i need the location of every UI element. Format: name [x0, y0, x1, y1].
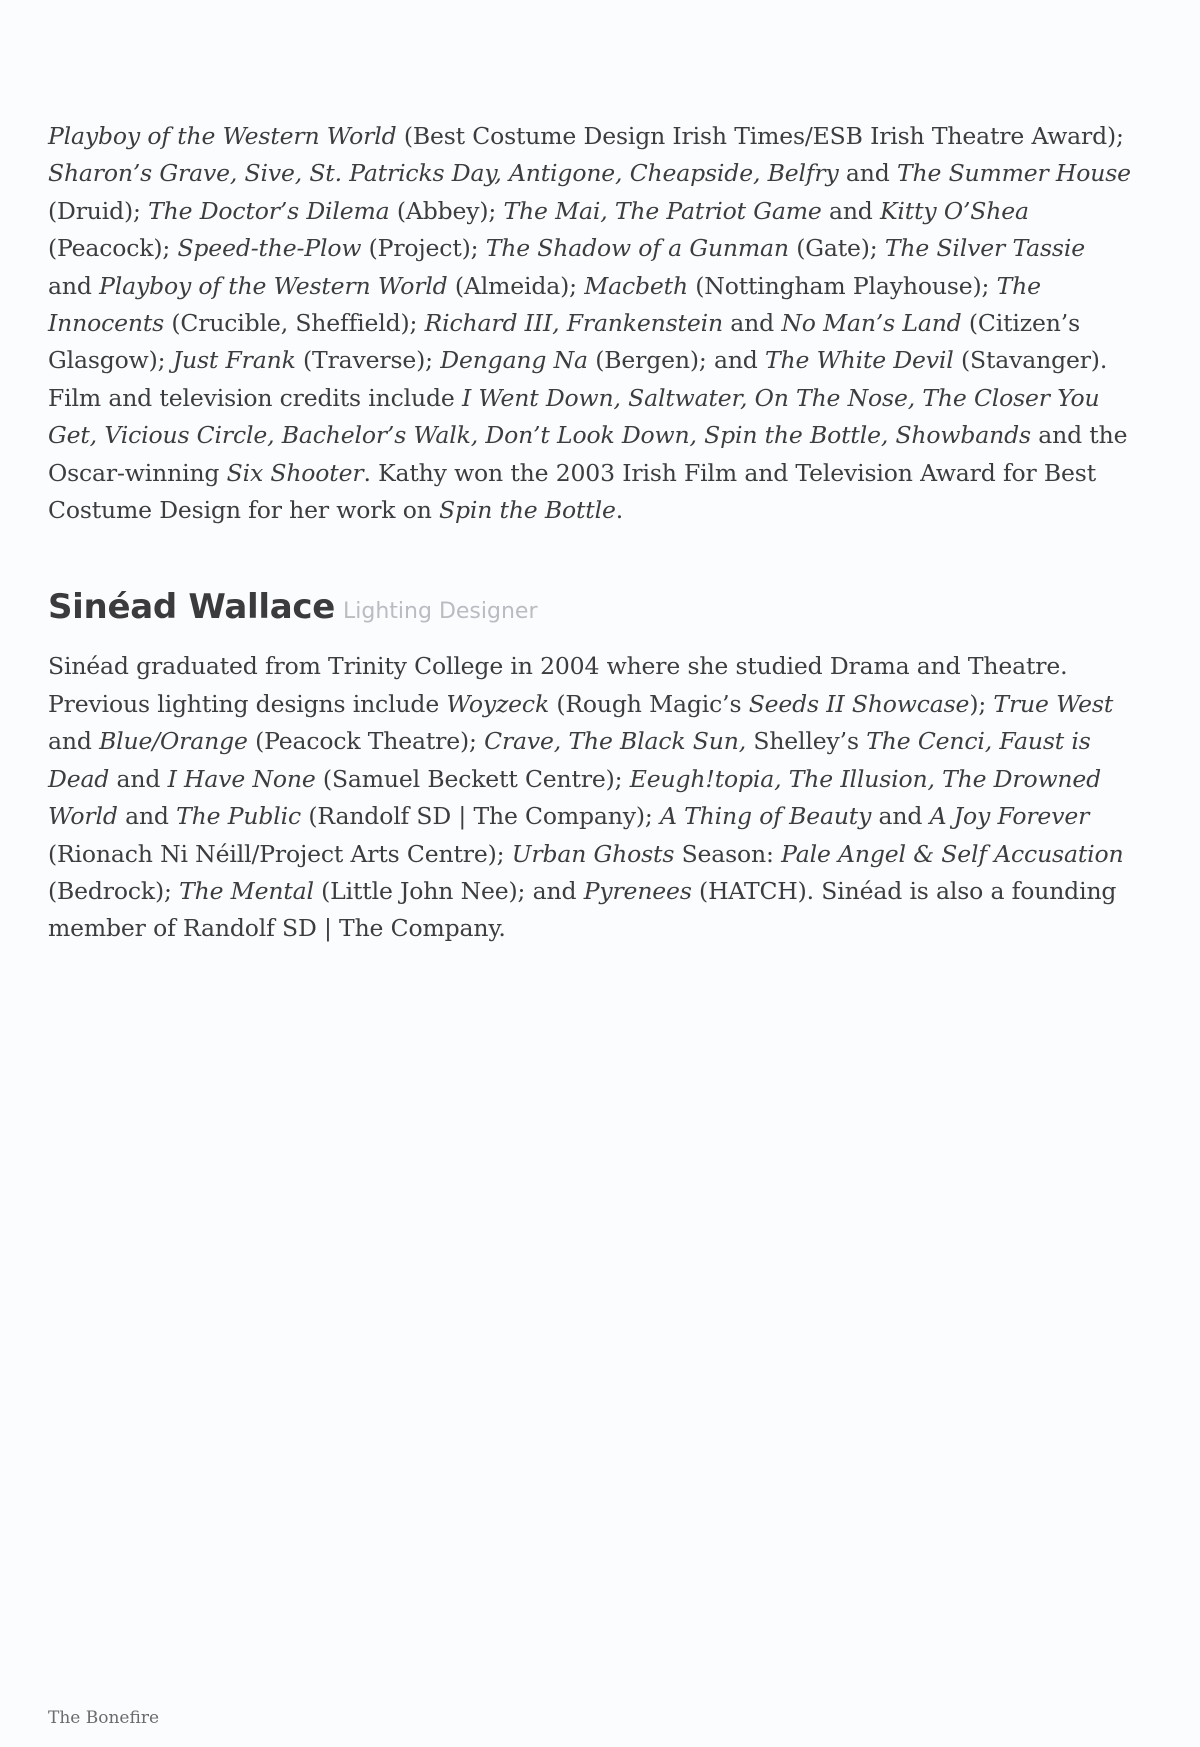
bio-text: (Almeida);: [447, 271, 585, 300]
work-title: Playboy of the Western World: [48, 122, 397, 150]
bio-text: and: [838, 159, 897, 188]
work-title: Kitty O’Shea: [880, 196, 1029, 225]
work-title: Spin the Bottle: [439, 496, 616, 525]
bio-text: and the Oscar-winning: [48, 421, 1128, 487]
work-title: The Silver Tassie: [884, 234, 1085, 263]
work-title: Crave, The Black Sun,: [484, 727, 747, 756]
bio-text: (HATCH). Sinéad is also a founding member of Randolf SD | The Company.: [48, 876, 1117, 943]
page-content: [48, 118, 1133, 948]
bio-text: (Traverse);: [295, 346, 441, 375]
work-title: I Went Down, Saltwater, On The Nose, The Closer You Get, Vicious Circle, Bachelor’s Walk, Don’t Look Down, Spin the Bottle, Showbands: [48, 383, 1100, 450]
work-title: A Thing of Beauty: [660, 802, 872, 831]
work-title: True West: [993, 689, 1114, 718]
work-title: Six Shooter: [226, 458, 364, 487]
work-title: Pale Angel & Self Accusation: [781, 839, 1124, 868]
bio-text: (Peacock Theatre);: [247, 727, 485, 756]
bio-text: (Best Costume Design Irish Times/ESB Irish Theatre Award);: [396, 122, 1124, 150]
person-name: Sinéad Wallace: [48, 587, 336, 628]
bio-text: and: [109, 764, 168, 793]
bio-text: (Peacock);: [48, 234, 178, 263]
bio-text: (Nottingham Playhouse);: [687, 271, 997, 300]
bio-text: );: [969, 689, 994, 718]
bio-text: (Druid);: [48, 196, 149, 225]
bio-text: (Randolf SD | The Company);: [301, 802, 660, 831]
work-title: Pyrenees: [583, 876, 692, 905]
work-title: Woyzeck: [446, 689, 550, 718]
work-title: Richard III, Frankenstein: [424, 309, 723, 338]
bio-text: (Little John Nee); and: [313, 876, 584, 905]
bio-text: (Bergen); and: [587, 346, 766, 375]
work-title: Macbeth: [584, 271, 688, 300]
work-title: The Public: [176, 802, 302, 831]
work-title: The Mai, The Patriot Game: [503, 196, 822, 225]
page-footer-title: The Bonefire: [48, 1708, 160, 1728]
work-title: Dengang Na: [440, 346, 588, 375]
bio-text: .: [615, 496, 624, 525]
work-title: The Shadow of a Gunman: [485, 234, 789, 263]
work-title: The White Devil: [765, 346, 954, 375]
bio-text: . Kathy won the 2003 Irish Film and Television Award for Best Costume Design for her work on: [48, 458, 1096, 525]
work-title: Eeugh!topia, The Illusion, The Drowned World: [48, 764, 1102, 831]
bio-text: and: [722, 309, 782, 338]
work-title: The Doctor’s Dilema: [148, 196, 390, 225]
work-title: I Have None: [167, 764, 316, 793]
person-role: Lighting Designer: [343, 599, 538, 625]
bio-text: Shelley’s: [746, 727, 867, 756]
bio-text: (Bedrock);: [48, 876, 180, 905]
sinead-bio-paragraph: [48, 648, 1133, 947]
bio-text: and: [48, 727, 100, 756]
bio-text: (Rough Magic’s: [549, 689, 749, 718]
work-title: No Man’s Land: [781, 309, 962, 338]
bio-text: Sinéad graduated from Trinity College in 2004 where she studied Drama and Theatre. Previous lighting designs include: [48, 652, 1068, 718]
bio-text: and: [821, 196, 881, 225]
bio-text: (Rionach Ni Néill/Project Arts Centre);: [48, 839, 512, 868]
bio-text: and: [871, 802, 930, 831]
work-title: Seeds II Showcase: [748, 689, 970, 718]
bio-text: and: [48, 271, 100, 300]
bio-text: (Abbey);: [389, 196, 504, 225]
work-title: The Innocents: [48, 271, 1041, 338]
work-title: The Cenci, Faust is Dead: [48, 727, 1091, 793]
work-title: The Mental: [179, 876, 314, 905]
bio-text: (Project);: [361, 234, 486, 263]
kathy-bio-paragraph: [48, 118, 1133, 529]
work-title: Playboy of the Western World: [99, 271, 448, 300]
sinead-heading: [48, 585, 1133, 634]
bio-text: Season:: [674, 839, 782, 868]
bio-text: and: [117, 802, 177, 831]
work-title: A Joy Forever: [929, 802, 1090, 831]
bio-text: (Samuel Beckett Centre);: [315, 764, 630, 793]
work-title: Just Frank: [172, 346, 296, 375]
work-title: Blue/Orange: [99, 727, 248, 756]
work-title: The Summer House: [896, 159, 1131, 188]
work-title: Urban Ghosts: [511, 839, 675, 868]
work-title: Sharon’s Grave, Sive, St. Patricks Day, Antigone, Cheapside, Belfry: [48, 159, 839, 188]
work-title: Speed-the-Plow: [177, 234, 362, 263]
bio-text: (Citizen’s Glasgow);: [48, 309, 1080, 375]
bio-text: (Gate);: [788, 234, 885, 263]
bio-text: (Crucible, Sheffield);: [164, 309, 425, 338]
bio-text: (Stavanger). Film and television credits include: [48, 346, 1108, 412]
